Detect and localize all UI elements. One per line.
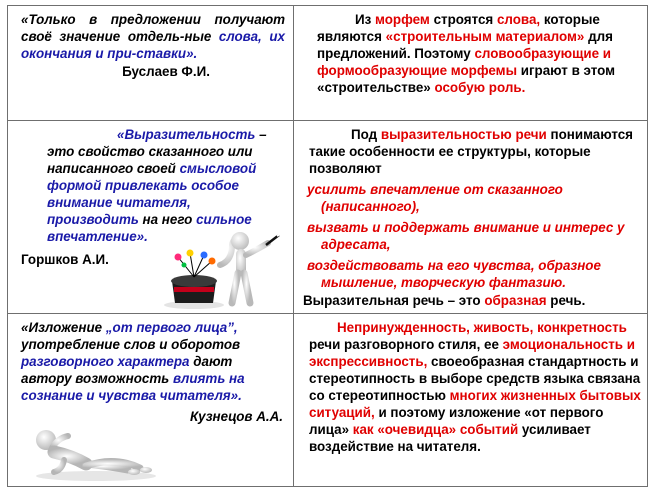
quote-author: Буслаев Ф.И. — [122, 64, 210, 79]
quote-text — [21, 319, 285, 404]
text-part: для предложений. Поэтому — [317, 29, 613, 61]
quote-highlight: сильное впечатление». — [47, 212, 252, 244]
quote-part: «Только в предложении получают своё значение — [21, 12, 285, 44]
quote-cell-gorshkov — [8, 121, 294, 314]
quote-author: Кузнецов А.А. — [190, 409, 283, 424]
explanation-cell-colloquial — [294, 314, 648, 487]
explanation-cell-morphemes — [294, 6, 648, 121]
text-highlight: Непринужденность, живость, конкретность — [337, 320, 627, 335]
quote-part: на него — [142, 212, 193, 227]
quote-highlight: слова, их окончания и при-ставки». — [21, 29, 285, 61]
table-row — [8, 6, 648, 121]
text-part: строятся — [433, 12, 494, 27]
text-part: своеобразная стандартность и стереотипность в выборе средств языка связана со стереотипностью — [309, 354, 641, 403]
text-part: речь. — [550, 293, 586, 308]
text-highlight: слова, — [496, 12, 541, 27]
text-part: и поэтому изложение «от первого лица» — [309, 405, 604, 437]
quote-text — [21, 11, 285, 62]
quote-part: дают автору возможность — [21, 354, 233, 386]
content-table — [7, 5, 648, 487]
text-highlight: выразительностью речи — [380, 127, 547, 142]
quote-author: Горшков А.И. — [21, 252, 109, 267]
explanation-cell-expressiveness — [294, 121, 648, 314]
effect-item-2: вызвать и поддержать внимание и интерес у адресата, — [307, 220, 625, 252]
text-part: Из — [355, 12, 372, 27]
text-part: которые являются — [317, 12, 600, 44]
quote-highlight: разговорного характера — [21, 354, 190, 369]
text-highlight: «строительным материалом» — [385, 29, 585, 44]
text-part: речи разговорного стиля, ее — [309, 337, 499, 352]
quote-cell-kuznetsov — [8, 314, 294, 487]
reclining-figure-icon — [24, 426, 164, 484]
text-highlight: морфем — [375, 12, 430, 27]
explanation-text — [303, 11, 641, 96]
quote-highlight: „от первого лица”, — [105, 320, 238, 335]
explanation-text — [303, 319, 641, 455]
quote-text — [21, 126, 285, 245]
quote-part: употребление слов и оборотов — [21, 337, 241, 352]
magician-figure-icon — [158, 231, 282, 311]
quote-highlight: «Выразительность — [117, 127, 256, 142]
text-highlight: словообразующие и формообразующие морфемы — [317, 46, 612, 78]
text-part: Под — [351, 127, 378, 142]
summary-line — [303, 292, 641, 309]
text-highlight: особую роль. — [434, 80, 526, 95]
table-row — [8, 121, 648, 314]
explanation-text — [303, 126, 641, 177]
quote-highlight: смысловой формой привлекать особое внимание читателя, производить — [47, 161, 257, 227]
text-highlight: как «очевидца» событий — [352, 422, 519, 437]
text-part: играют в этом «строительстве» — [317, 63, 616, 95]
quote-cell-buslaev — [8, 6, 294, 121]
effect-item-1: усилить впечатление от сказанного (написанного), — [307, 182, 563, 214]
text-part: Выразительная речь – это — [303, 293, 481, 308]
text-highlight: эмоциональность и экспрессивность, — [309, 337, 635, 369]
effect-item-3: воздействовать на его чувства, образное мышление, творческую фантазию. — [307, 258, 601, 290]
quote-highlight: влиять на сознание и чувства читателя». — [21, 371, 245, 403]
quote-part: «Изложение — [21, 320, 103, 335]
text-highlight: образная — [484, 293, 547, 308]
text-part: понимаются такие особенности ее структуры, которые позволяют — [309, 127, 633, 176]
quote-part: – это свойство сказанного или написанного своей — [47, 127, 267, 176]
table-row — [8, 314, 648, 487]
quote-part: отдель-ные — [127, 29, 212, 44]
text-part: усиливает воздействие на читателя. — [309, 422, 591, 454]
text-highlight: многих жизненных бытовых ситуаций, — [309, 388, 641, 420]
